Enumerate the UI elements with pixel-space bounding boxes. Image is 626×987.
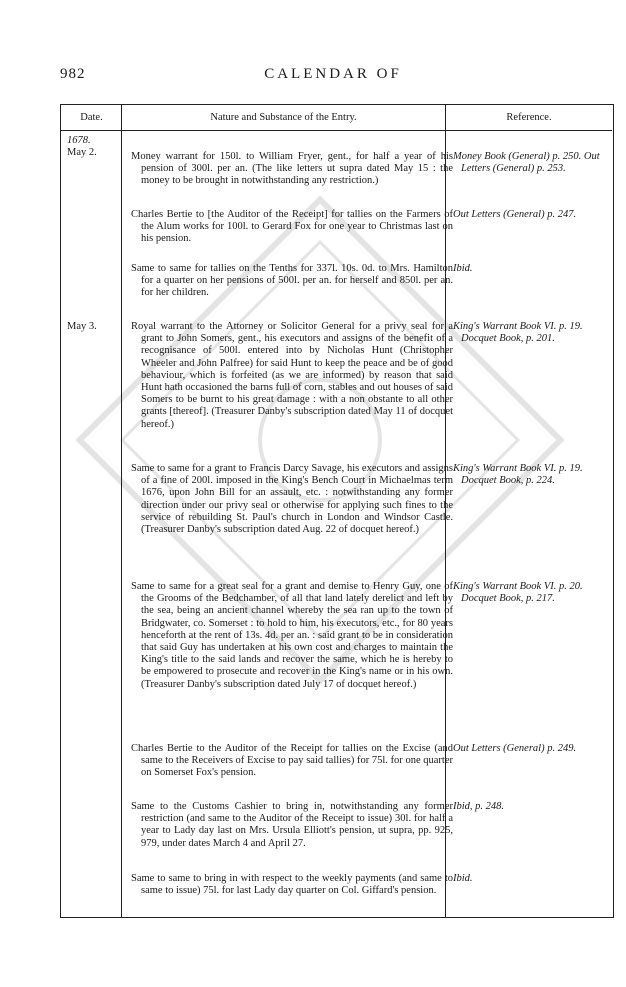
entry-year: 1678. [67, 135, 91, 146]
entry-nature: Charles Bertie to the Auditor of the Receipt for tallies on the Excise (and same to the Receivers of Excise to pay said tallies) for 75l. for one quarter on Somerset Fox's pension. [131, 743, 453, 779]
entry-nature: Same to same to bring in with respect to the weekly payments (and same to same to issue) 75l. for last Lady day quarter on Col. Giffard's pension. [131, 873, 453, 897]
entry-reference: Ibid, p. 248. [453, 801, 505, 812]
entry-nature: Same to same for tallies on the Tenths for 337l. 10s. 0d. to Mrs. Hamilton for a quarter on her pensions of 500l. per an. for herself and 850l. per an. for her children. [131, 263, 453, 299]
entry-reference: Ibid. [453, 873, 473, 884]
calendar-table [60, 104, 614, 918]
entry-nature: Money warrant for 150l. to William Fryer, gent., for half a year of his pension of 300l. per an. (The like letters ut supra dated May 15 : the money to be brought in notwithstanding any restriction.) [131, 151, 453, 187]
entry-reference: Money Book (General) p. 250. Out Letters (General) p. 253. [453, 151, 600, 175]
entry-reference: Out Letters (General) p. 247. [453, 209, 577, 220]
column-header-nature: Nature and Substance of the Entry. [122, 105, 445, 131]
entry-nature: Royal warrant to the Attorney or Solicitor General for a privy seal for a grant to John Somers, gent., his executors and assigns of the benefit of a recognisance of 500l. entered into by Nicholas Hunt (Christopher Wheeler and John Palfree) for said Hunt to keep the peace and be of good behaviour, which is forfeited (as we are informed) by reason that said Hunt hath occasioned the barns full of corn, stables and out houses of said Somers to be burnt to his great damage : with a non obstante to all other grants [thereof]. (Treasurer Danby's subscription dated May 11 of docquet hereof.) [131, 321, 453, 430]
column-header-reference: Reference. [446, 105, 612, 131]
entry-nature: Charles Bertie to [the Auditor of the Receipt] for tallies on the Farmers of the Alum works for 100l. to Gerard Fox for one year to Christmas last on his pension. [131, 209, 453, 245]
entry-date: May 2. [67, 147, 97, 158]
entry-reference: King's Warrant Book VI. p. 20. Docquet Book, p. 217. [453, 581, 583, 605]
entry-nature: Same to same for a great seal for a grant and demise to Henry Guy, one of the Grooms of the Bedchamber, of all that land lately derelict and left by the sea, being an ancient channel whereby the sea ran up to the town of Bridgwater, co. Somerset : to hold to him, his executors, etc., for 80 years henceforth at the rent of 13s. 4d. per an. : said grant to be in consideration that said Guy has undertaken at his own cost and charges to maintain the King's title to the said lands and recover the same, which he is hereby to be empowered to prosecute and recover in the King's name or in his own. (Treasurer Danby's subscription dated July 17 of docquet hereof.) [131, 581, 453, 690]
column-header-date: Date. [61, 105, 122, 131]
entry-nature: Same to the Customs Cashier to bring in, notwithstanding any former restriction (and same to the Auditor of the Receipt to issue) 30l. for half a year to Lady day last on Mrs. Ursula Elliott's pension, ut supra, pp. 925, 979, under dates March 4 and April 27. [131, 801, 453, 849]
page-number: 982 [60, 66, 86, 82]
entry-reference: Ibid. [453, 263, 473, 274]
entry-nature: Same to same for a grant to Francis Darcy Savage, his executors and assigns of a fine of 200l. imposed in the King's Bench Court in Michaelmas term 1676, upon John Bill for an assault, etc. : notwithstanding any former direction under our privy seal or otherwise for applying such fines to the service of rebuilding St. Paul's church in London and Windsor Castle. (Treasurer Danby's subscription dated Aug. 22 of docquet hereof.) [131, 463, 453, 536]
page-header [60, 66, 606, 88]
entry-reference: Out Letters (General) p. 249. [453, 743, 577, 754]
entry-reference: King's Warrant Book VI. p. 19. Docquet Book, p. 224. [453, 463, 583, 487]
column-divider [121, 105, 122, 917]
entry-reference: King's Warrant Book VI. p. 19. Docquet Book, p. 201. [453, 321, 583, 345]
entry-date: May 3. [67, 321, 97, 332]
running-title: CALENDAR OF [264, 66, 402, 82]
